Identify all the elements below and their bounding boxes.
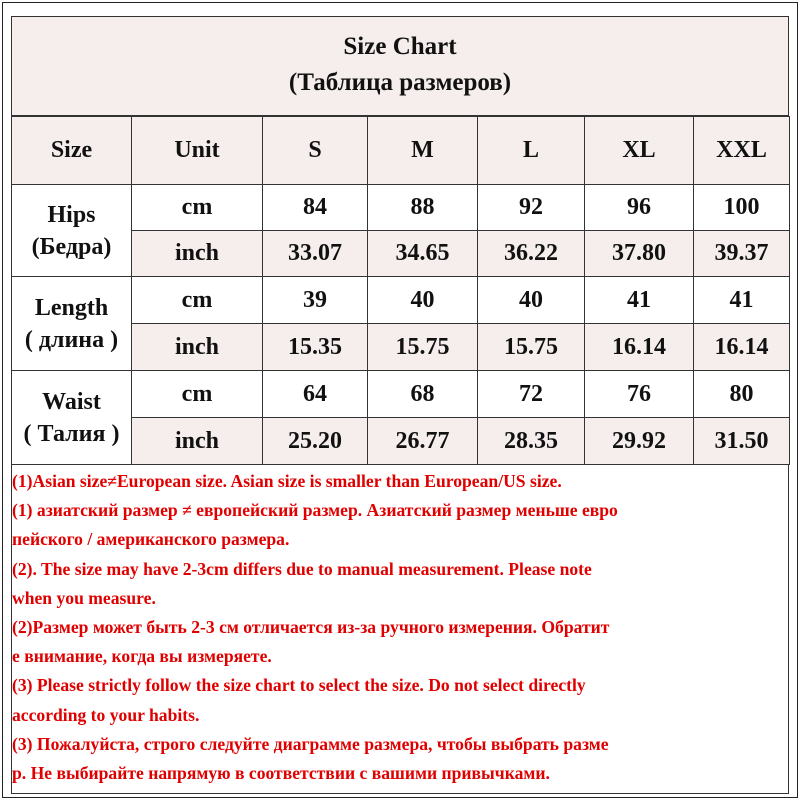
value-cell: 88 bbox=[368, 185, 478, 231]
value-cell: 84 bbox=[263, 185, 368, 231]
note-line: (1)Asian size≠European size. Asian size is smaller than European/US size. bbox=[12, 471, 562, 491]
row-label-ru: (Бедра) bbox=[31, 233, 112, 260]
unit-cell: inch bbox=[132, 324, 263, 371]
header-size-xxl: XXL bbox=[694, 117, 790, 185]
unit-cell: inch bbox=[132, 418, 263, 465]
chart-title bbox=[11, 16, 789, 116]
row-label-length bbox=[12, 277, 132, 371]
title-russian: (Таблица размеров) bbox=[288, 69, 512, 96]
unit-cell: cm bbox=[132, 277, 263, 324]
title-english: Size Chart bbox=[343, 33, 457, 60]
value-cell: 76 bbox=[585, 371, 694, 418]
value-cell: 29.92 bbox=[585, 418, 694, 465]
header-size: Size bbox=[12, 117, 132, 185]
value-cell: 100 bbox=[694, 185, 790, 231]
table-row bbox=[12, 371, 790, 418]
unit-cell: cm bbox=[132, 371, 263, 418]
note-line: (2). The size may have 2-3cm differs due to manual measurement. Please note bbox=[12, 558, 592, 579]
row-label-hips bbox=[12, 185, 132, 277]
note-line: е внимание, когда вы измеряете. bbox=[12, 646, 272, 667]
header-unit: Unit bbox=[132, 117, 263, 185]
value-cell: 34.65 bbox=[368, 231, 478, 277]
value-cell: 80 bbox=[694, 371, 790, 418]
value-cell: 16.14 bbox=[585, 324, 694, 371]
value-cell: 31.50 bbox=[694, 418, 790, 465]
value-cell: 15.75 bbox=[478, 324, 585, 371]
table-row bbox=[12, 277, 790, 324]
row-label-en: Hips bbox=[47, 201, 96, 228]
value-cell: 15.35 bbox=[263, 324, 368, 371]
value-cell: 36.22 bbox=[478, 231, 585, 277]
size-table bbox=[11, 116, 790, 465]
row-label-ru: ( Талия ) bbox=[23, 420, 120, 447]
value-cell: 15.75 bbox=[368, 324, 478, 371]
value-cell: 39 bbox=[263, 277, 368, 324]
table-row bbox=[12, 185, 790, 231]
note-line: when you measure. bbox=[12, 587, 156, 608]
value-cell: 25.20 bbox=[263, 418, 368, 465]
note-line: р. Не выбирайте напрямую в соответствии с вашими привычками. bbox=[12, 762, 550, 783]
value-cell: 41 bbox=[585, 277, 694, 324]
unit-cell: cm bbox=[132, 185, 263, 231]
unit-cell: inch bbox=[132, 231, 263, 277]
value-cell: 28.35 bbox=[478, 418, 585, 465]
value-cell: 68 bbox=[368, 371, 478, 418]
header-size-l: L bbox=[478, 117, 585, 185]
value-cell: 40 bbox=[478, 277, 585, 324]
note-line: (1) азиатский размер ≠ европейский размер. Азиатский размер меньше евро bbox=[12, 500, 618, 521]
row-label-ru: ( длина ) bbox=[24, 326, 119, 353]
value-cell: 16.14 bbox=[694, 324, 790, 371]
note-line: according to your habits. bbox=[12, 704, 200, 725]
size-notes bbox=[11, 464, 789, 794]
value-cell: 26.77 bbox=[368, 418, 478, 465]
value-cell: 33.07 bbox=[263, 231, 368, 277]
row-label-waist bbox=[12, 371, 132, 465]
size-chart-frame bbox=[2, 2, 798, 798]
header-size-m: M bbox=[368, 117, 478, 185]
value-cell: 72 bbox=[478, 371, 585, 418]
value-cell: 92 bbox=[478, 185, 585, 231]
value-cell: 40 bbox=[368, 277, 478, 324]
note-line: (3) Please strictly follow the size chart to select the size. Do not select directly bbox=[12, 675, 586, 696]
row-label-en: Waist bbox=[42, 388, 101, 415]
value-cell: 41 bbox=[694, 277, 790, 324]
header-size-s: S bbox=[263, 117, 368, 185]
value-cell: 39.37 bbox=[694, 231, 790, 277]
value-cell: 64 bbox=[263, 371, 368, 418]
table-header-row bbox=[12, 117, 790, 185]
note-line: (3) Пожалуйста, строго следуйте диаграмме размера, чтобы выбрать разме bbox=[12, 733, 609, 754]
value-cell: 96 bbox=[585, 185, 694, 231]
note-line: пейского / американского размера. bbox=[12, 529, 290, 550]
value-cell: 37.80 bbox=[585, 231, 694, 277]
note-line: (2)Размер может быть 2-3 см отличается из-за ручного измерения. Обратит bbox=[12, 616, 610, 637]
header-size-xl: XL bbox=[585, 117, 694, 185]
row-label-en: Length bbox=[34, 294, 109, 321]
